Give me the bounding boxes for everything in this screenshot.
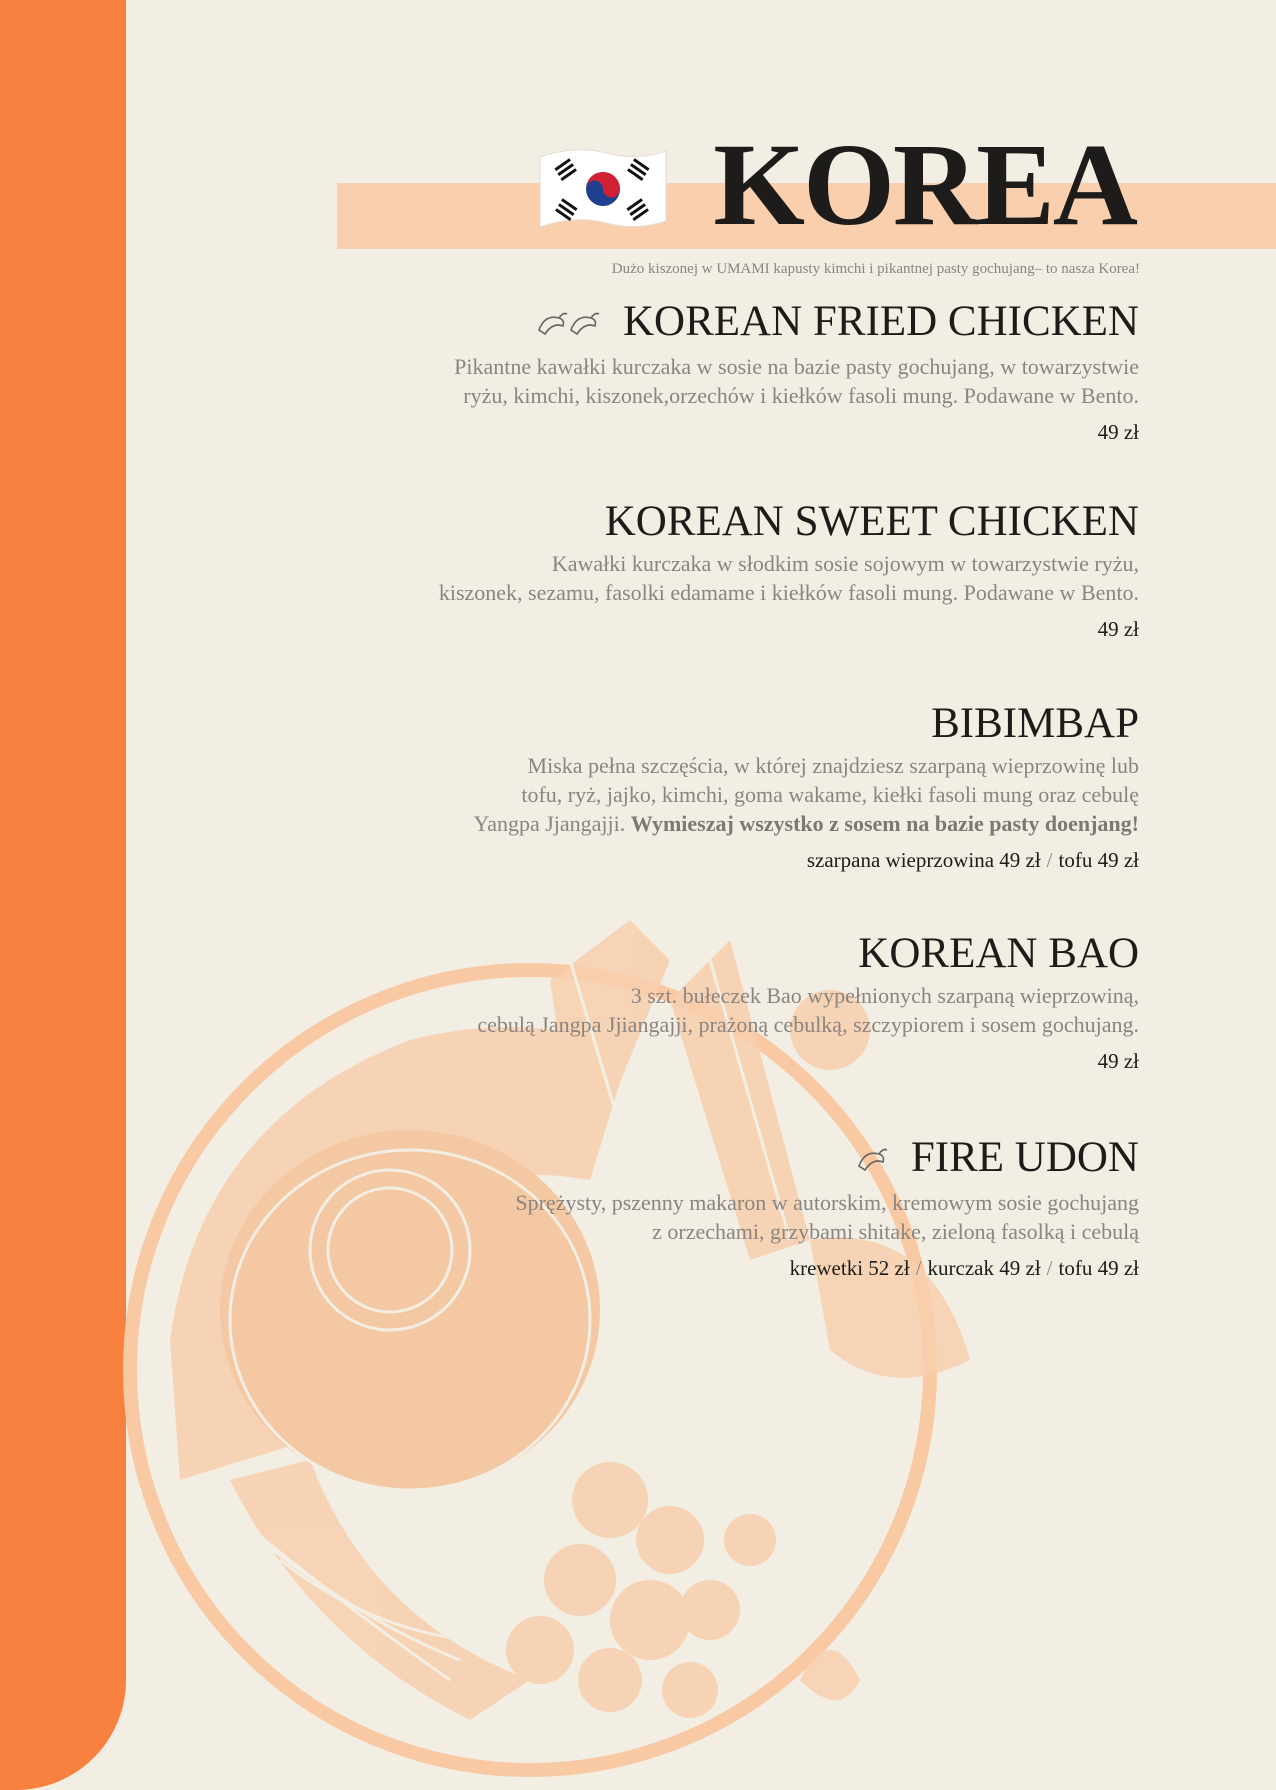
price-separator: / [1046, 1256, 1053, 1281]
description-line: Pikantne kawałki kurczaka w sosie na bazie pasty gochujang, w towarzystwie [454, 354, 1139, 380]
page-title: KOREA [713, 119, 1136, 250]
menu-item-bibimbap [319, 700, 1139, 873]
description-bold: Wymieszaj wszystko z sosem na bazie pasty doenjang! [630, 811, 1139, 836]
item-name: BIBIMBAP [931, 700, 1139, 747]
item-price: 49 zł [1097, 617, 1139, 641]
description-line: tofu, ryż, jajko, kimchi, goma wakame, kiełki fasoli mung oraz cebulę [521, 782, 1139, 807]
price-separator: / [915, 1256, 922, 1281]
description-line: z orzechami, grzybami shitake, zieloną fasolką i cebulą [652, 1219, 1139, 1245]
menu-item-fire-udon [319, 1134, 1139, 1281]
item-name-row [319, 298, 1139, 349]
description-line: ryżu, kimchi, kiszonek,orzechów i kiełków fasoli mung. Podawane w Bento. [463, 383, 1139, 409]
price-option: krewetki 52 zł [789, 1256, 910, 1281]
item-name-row [319, 1134, 1139, 1185]
item-price [319, 1256, 1139, 1281]
item-price [319, 848, 1139, 873]
description-line [319, 809, 1139, 838]
item-price: 49 zł [1097, 420, 1139, 445]
description-text: Yangpa Jjangajji. [473, 811, 626, 836]
item-name: FIRE UDON [910, 1134, 1139, 1181]
menu-item-korean-bao [319, 930, 1139, 1074]
item-name: KOREAN FRIED CHICKEN [623, 298, 1139, 345]
tagline: Dużo kiszonej w UMAMI kapusty kimchi i pikantnej pasty gochujang– to nasza Korea! [611, 261, 1140, 277]
south-korea-flag-icon [536, 145, 670, 233]
item-price: 49 zł [1097, 1049, 1139, 1073]
item-description [319, 751, 1139, 838]
price-option: kurczak 49 zł [927, 1256, 1041, 1281]
description-line: Kawałki kurczaka w słodkim sosie sojowym w towarzystwie ryżu, [551, 551, 1139, 576]
chili-pepper-icon [855, 1137, 889, 1185]
item-description [319, 1188, 1139, 1246]
price-option: tofu 49 zł [1058, 848, 1139, 872]
description-line: Miska pełna szczęścia, w której znajdziesz szarpaną wieprzowinę lub [527, 753, 1139, 778]
menu-item-korean-fried-chicken [319, 298, 1139, 445]
item-name: KOREAN SWEET CHICKEN [604, 498, 1139, 545]
price-option: tofu 49 zł [1058, 1256, 1139, 1281]
price-option: szarpana wieprzowina 49 zł [806, 848, 1041, 872]
item-name: KOREAN BAO [858, 930, 1139, 977]
orange-side-bar [0, 0, 126, 1790]
description-line: cebulą Jangpa Jjiangajji, prażoną cebulką, szczypiorem i sosem gochujang. [477, 1012, 1139, 1037]
description-line: kiszonek, sezamu, fasolki edamame i kiełków fasoli mung. Podawane w Bento. [438, 580, 1139, 605]
menu-item-korean-sweet-chicken [319, 498, 1139, 642]
description-line: Sprężysty, pszenny makaron w autorskim, kremowym sosie gochujang [515, 1190, 1139, 1216]
item-description [319, 981, 1139, 1039]
item-description [319, 352, 1139, 410]
description-line: 3 szt. bułeczek Bao wypełnionych szarpaną wieprzowiną, [630, 983, 1139, 1008]
item-description [319, 549, 1139, 607]
chili-pepper-icon [535, 301, 601, 349]
price-separator: / [1046, 848, 1053, 872]
